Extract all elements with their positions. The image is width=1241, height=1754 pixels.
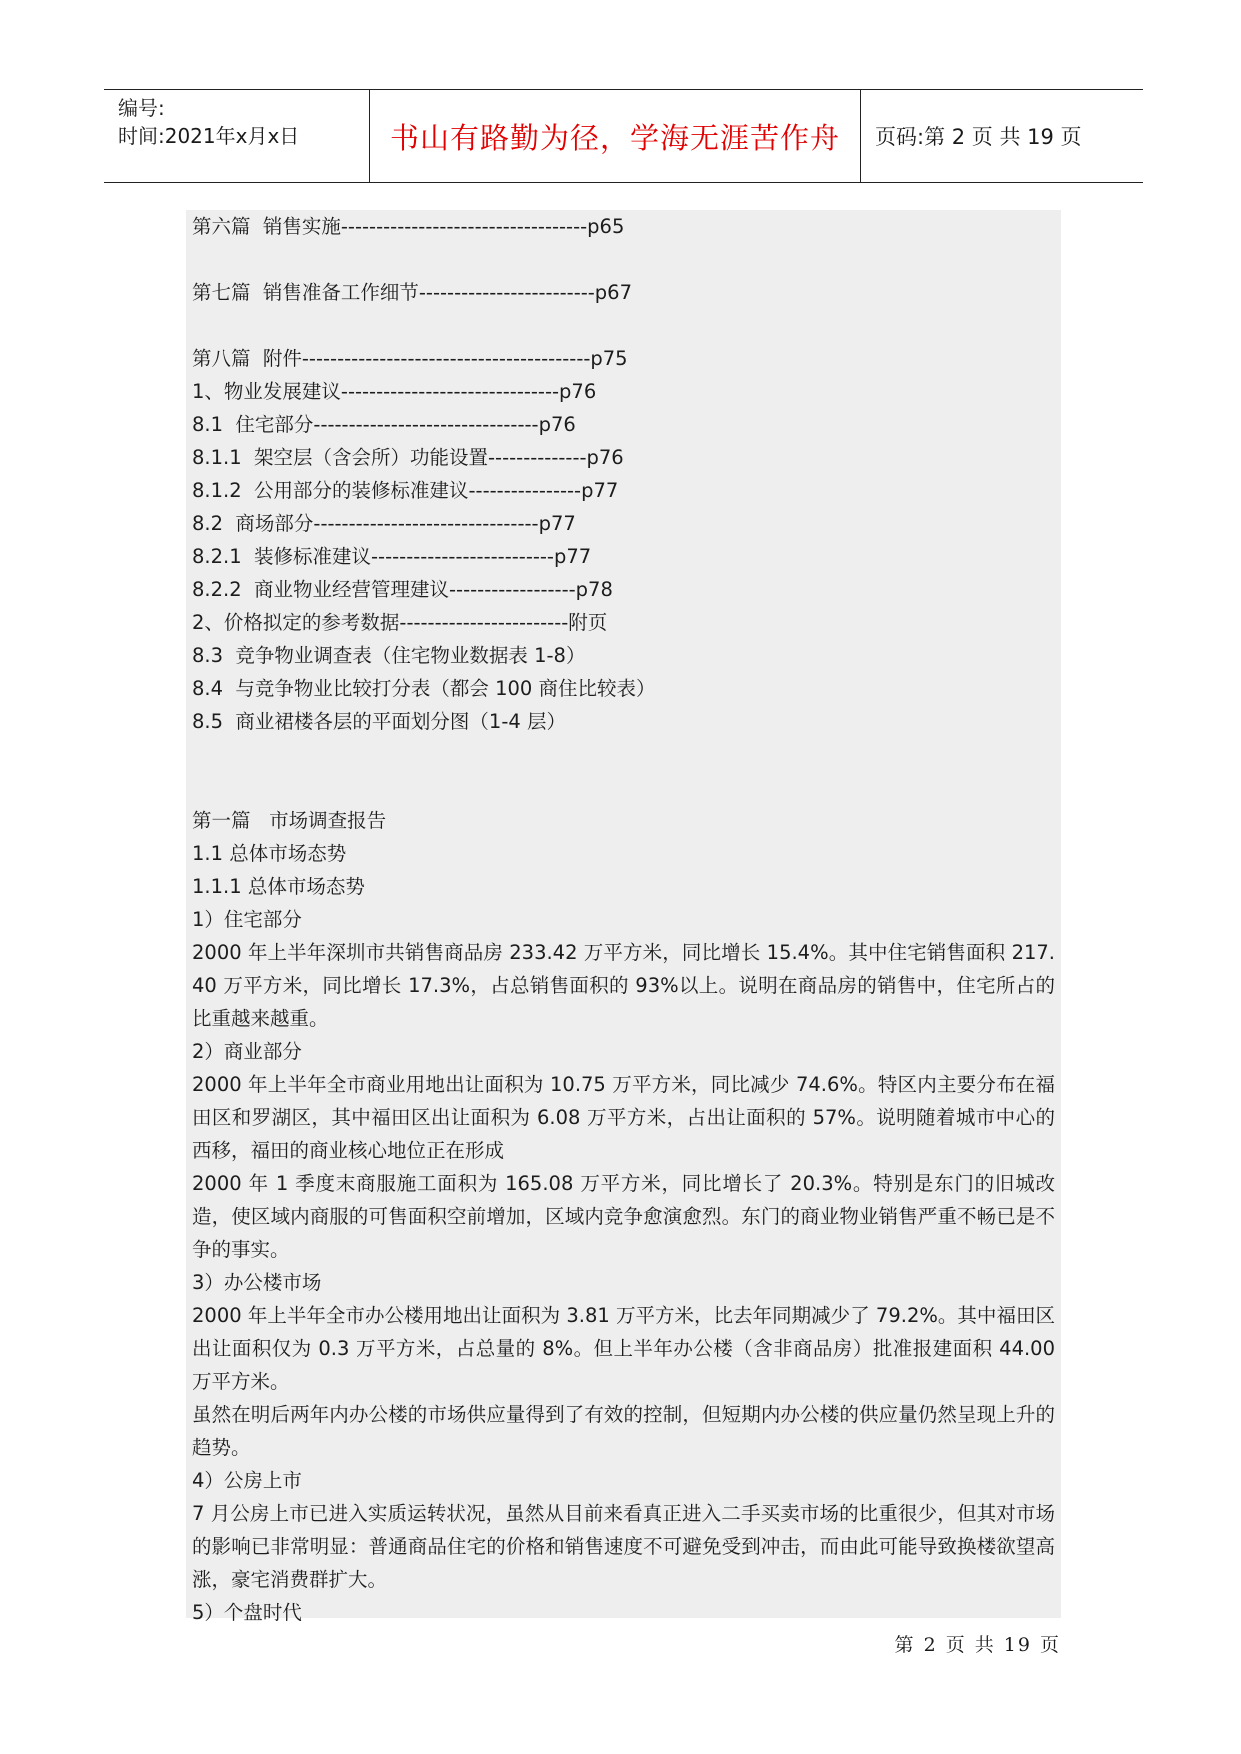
paragraph: 7 月公房上市已进入实质运转状况，虽然从目前来看真正进入二手买卖市场的比重很少，但其对市场的影响已非常明显：普通商品住宅的价格和销售速度不可避免受到冲击，而由此可能导致换楼欲望高涨，豪宅消费群扩大。: [192, 1502, 1055, 1591]
document-body: [186, 210, 1061, 1624]
subsection-heading: 1.1.1 总体市场态势: [192, 875, 365, 898]
toc-entry: 8.2 商场部分--------------------------------p77: [192, 512, 576, 535]
toc-entry: 2、价格拟定的参考数据------------------------附页: [192, 611, 608, 634]
page-footer: 第 2 页 共 19 页: [894, 1634, 1061, 1656]
paragraph: 2000 年上半年全市办公楼用地出让面积为 3.81 万平方米，比去年同期减少了 79.2%。其中福田区出让面积仅为 0.3 万平方米，占总量的 8%。但上半年办公楼（含非商品房）批准报建面积 44.00 万平方米。: [192, 1304, 1055, 1393]
header-motto-cell: [370, 90, 861, 182]
toc-entry: 8.1 住宅部分--------------------------------p76: [192, 413, 576, 436]
toc-entry: 8.2.2 商业物业经营管理建议------------------p78: [192, 578, 613, 601]
toc-entry: 8.2.1 装修标准建议--------------------------p77: [192, 545, 592, 568]
document-time-label: 时间:2021年x月x日: [118, 124, 300, 148]
header-page-cell: [861, 90, 1143, 182]
toc-entry: 8.3 竞争物业调查表（住宅物业数据表 1-8）: [192, 644, 586, 667]
paragraph: 2000 年 1 季度末商服施工面积为 165.08 万平方米，同比增长了 20.3%。特别是东门的旧城改造，使区域内商服的可售面积空前增加，区域内竞争愈演愈烈。东门的商业物业销售严重不畅已是不争的事实。: [192, 1172, 1055, 1261]
toc-entry: 第六篇 销售实施-----------------------------------p65: [192, 215, 625, 238]
document-number-label: 编号:: [118, 96, 165, 120]
item-heading: 4）公房上市: [192, 1469, 302, 1492]
paragraph: 2000 年上半年深圳市共销售商品房 233.42 万平方米，同比增长 15.4%。其中住宅销售面积 217.40 万平方米，同比增长 17.3%，占总销售面积的 93%以上。说明在商品房的销售中，住宅所占的比重越来越重。: [192, 941, 1055, 1030]
header-page-label: 页码:第 2 页 共 19 页: [875, 125, 1082, 149]
toc-entry: 第七篇 销售准备工作细节-------------------------p67: [192, 281, 632, 304]
part-title: 第一篇 市场调查报告: [192, 809, 387, 832]
paragraph: 虽然在明后两年内办公楼的市场供应量得到了有效的控制，但短期内办公楼的供应量仍然呈现上升的趋势。: [192, 1403, 1055, 1459]
item-heading: 2）商业部分: [192, 1040, 302, 1063]
section-heading: 1.1 总体市场态势: [192, 842, 347, 865]
header-motto: 书山有路勤为径，学海无涯苦作舟: [389, 120, 840, 155]
toc-entry: 8.1.2 公用部分的装修标准建议----------------p77: [192, 479, 619, 502]
toc-entry: 1、物业发展建议-------------------------------p76: [192, 380, 597, 403]
toc-entry: 8.4 与竞争物业比较打分表（都会 100 商住比较表）: [192, 677, 656, 700]
header-meta: [104, 90, 370, 182]
page-header: [104, 89, 1143, 183]
paragraph: 2000 年上半年全市商业用地出让面积为 10.75 万平方米，同比减少 74.6%。特区内主要分布在福田区和罗湖区，其中福田区出让面积为 6.08 万平方米，占出让面积的 57%。说明随着城市中心的西移，福田的商业核心地位正在形成: [192, 1073, 1055, 1162]
toc-entry: 8.1.1 架空层（含会所）功能设置--------------p76: [192, 446, 624, 469]
toc-entry: 8.5 商业裙楼各层的平面划分图（1-4 层）: [192, 710, 566, 733]
item-heading: 1）住宅部分: [192, 908, 302, 931]
item-heading: 5）个盘时代: [192, 1601, 302, 1624]
item-heading: 3）办公楼市场: [192, 1271, 322, 1294]
toc-entry: 第八篇 附件-----------------------------------------p75: [192, 347, 628, 370]
